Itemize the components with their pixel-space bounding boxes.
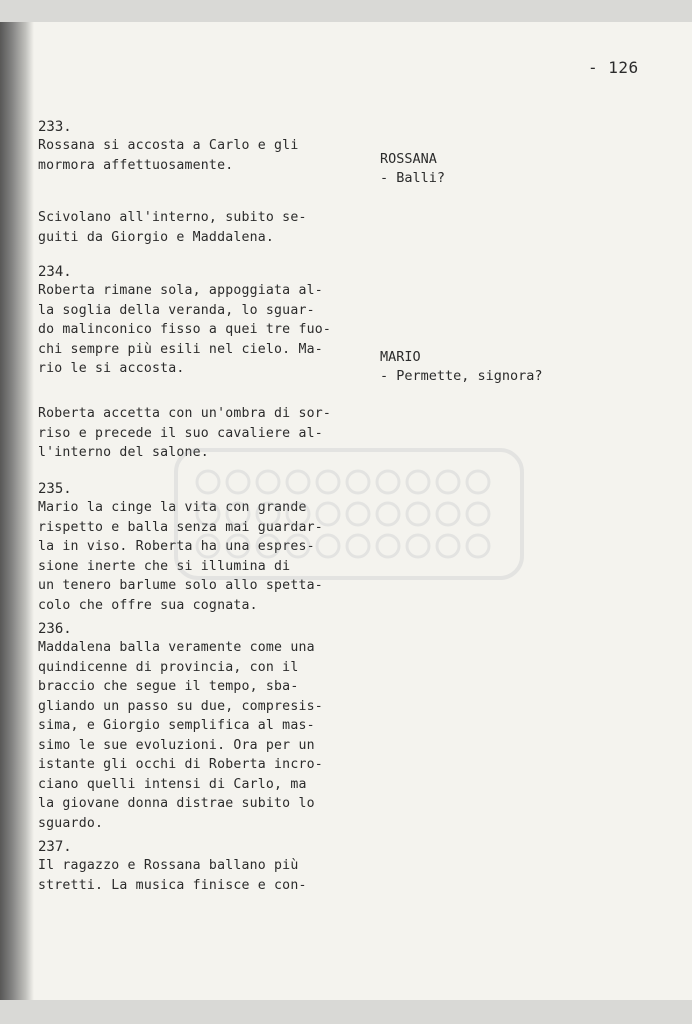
dialogue-rossana — [380, 150, 670, 188]
scene-number: 234. — [38, 264, 72, 280]
speaker-name: MARIO — [380, 349, 421, 365]
scene-233 — [38, 118, 368, 175]
scene-text: Roberta accetta con un'ombra di sor- riso e precede il suo cavaliere al- l'interno del salone. — [38, 406, 332, 460]
dialogue-mario — [380, 348, 670, 386]
scene-number: 236. — [38, 621, 72, 637]
scene-237 — [38, 838, 368, 895]
scene-text: Mario la cinge la vita con grande rispetto e balla senza mai guardar- la in viso. Roberta ha una espres- sione inerte che si illumina di un tenero barlume solo allo spetta- colo che offre sua cognata. — [38, 500, 323, 613]
scene-text: Roberta rimane sola, appoggiata al- la soglia della veranda, lo sguar- do malinconico fisso a quei tre fuo- chi sempre più esili nel cielo. Ma- rio le si accosta. — [38, 283, 332, 376]
scene-text: Il ragazzo e Rossana ballano più stretti. La musica finisce e con- — [38, 858, 307, 893]
scene-234 — [38, 263, 368, 379]
dialogue-line: - Balli? — [380, 170, 446, 186]
scene-236 — [38, 620, 368, 833]
scene-233-continued — [38, 208, 368, 247]
scene-text: Rossana si accosta a Carlo e gli mormora affettuosamente. — [38, 138, 299, 173]
scene-text: Scivolano all'interno, subito se- guiti da Giorgio e Maddalena. — [38, 210, 307, 245]
page-number: - 126 — [588, 58, 639, 77]
scene-text: Maddalena balla veramente come una quindicenne di provincia, con il braccio che segue il tempo, sba- gliando un passo su due, compresis- sima, e Giorgio semplifica al mas- simo le sue evoluzioni. Ora per un istante gli occhi di Roberta incro- ciano quelli intensi di Carlo, ma la giovane donna distrae subito lo sguardo. — [38, 640, 323, 831]
binding-shadow — [0, 22, 34, 1000]
scene-number: 237. — [38, 839, 72, 855]
dialogue-line: - Permette, signora? — [380, 368, 543, 384]
scene-number: 235. — [38, 481, 72, 497]
speaker-name: ROSSANA — [380, 151, 437, 167]
scene-number: 233. — [38, 119, 72, 135]
watermark-stamp — [174, 448, 524, 580]
